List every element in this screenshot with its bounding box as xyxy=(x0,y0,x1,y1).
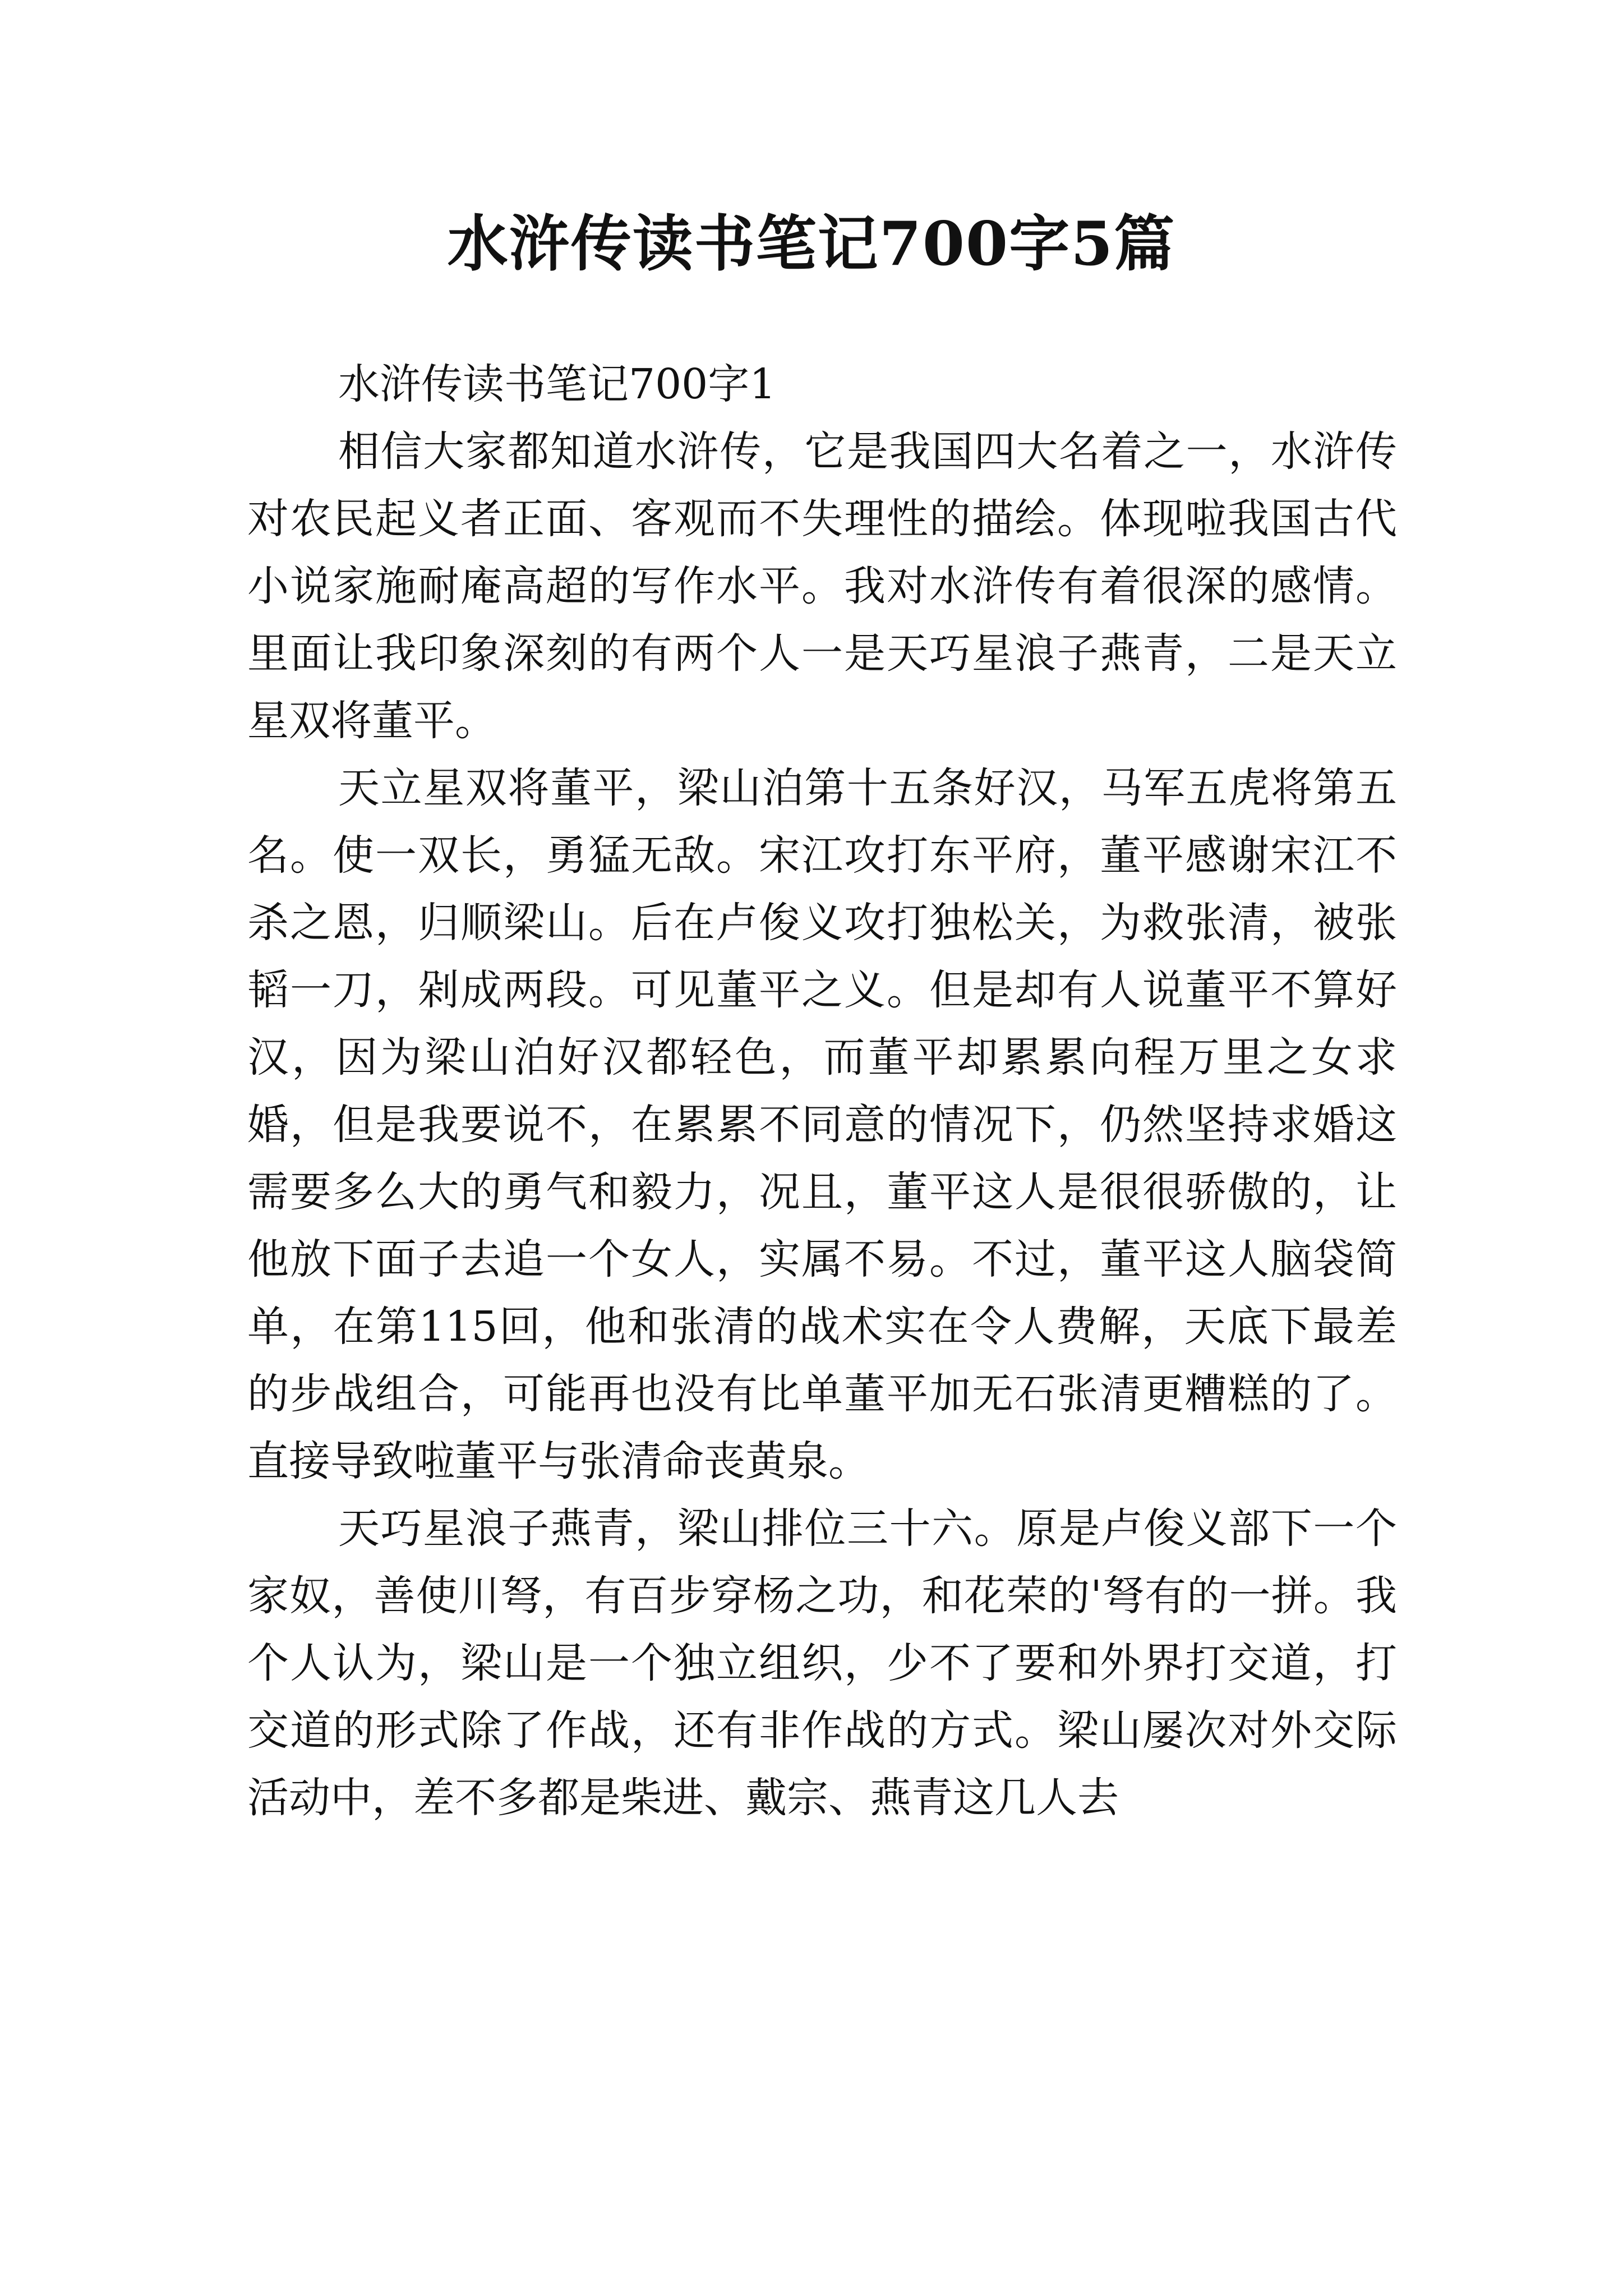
document-title: 水浒传读书笔记700字5篇 xyxy=(447,209,1176,279)
paragraph-dong-ping: 天立星双将董平，梁山泊第十五条好汉，马军五虎将第五名。使一双长，勇猛无敌。宋江攻打东平府，董平感谢宋江不杀之恩，归顺梁山。后在卢俊义攻打独松关，为救张清，被张韬一刀，剁成两段。可见董平之义。但是却有人说董平不算好汉，因为梁山泊好汉都轻色，而董平却累累向程万里之女求婚，但是我要说不，在累累不同意的情况下，仍然坚持求婚这需要多么大的勇气和毅力，况且，董平这人是很很骄傲的，让他放下面子去追一个女人，实属不易。不过，董平这人脑袋简单，在第115回，他和张清的战术实在令人费解，天底下最差的步战组合，可能再也没有比单董平加无石张清更糟糕的了。直接导致啦董平与张清命丧黄泉。 xyxy=(247,764,1397,1485)
paragraph-yan-qing: 天巧星浪子燕青，梁山排位三十六。原是卢俊义部下一个家奴，善使川弩，有百步穿杨之功，和花荣的'弩有的一拼。我个人认为，梁山是一个独立组织，少不了要和外界打交道，打交道的形式除了作战，还有非作战的方式。梁山屡次对外交际活动中，差不多都是柴进、戴宗、燕青这几人去 xyxy=(247,1504,1397,1822)
section-heading: 水浒传读书笔记700字1 xyxy=(338,360,776,408)
paragraph-intro: 相信大家都知道水浒传，它是我国四大名着之一，水浒传对农民起义者正面、客观而不失理性的描绘。体现啦我国古代小说家施耐庵高超的写作水平。我对水浒传有着很深的感情。里面让我印象深刻的有两个人一是天巧星浪子燕青，二是天立星双将董平。 xyxy=(247,427,1397,745)
document-body xyxy=(247,351,1397,1832)
